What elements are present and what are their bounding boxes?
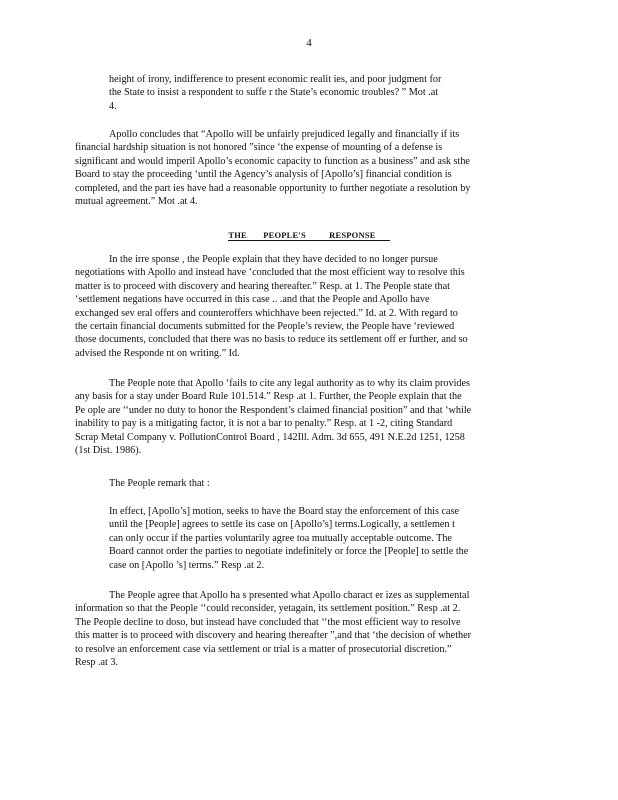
text-line: matter is to proceed with discovery and hearing thereafter.” Resp. at 1. The People state that: [75, 280, 450, 292]
block-quote: [109, 505, 529, 572]
text-line: completed, and the part ies have had a reasonable opportunity to further negotiate a resolution by: [75, 182, 471, 194]
text-line: until the [People] agrees to settle its case on [Apollo’s] terms.Logically, a settlemen t: [109, 519, 455, 531]
text-line: inability to pay is a mitigating factor, it is not a bar to penalty.” Resp. at 1 -2, citing Standard: [75, 418, 453, 430]
text-line: (1st Dist. 1986).: [75, 445, 142, 457]
section-heading-text: THE PEOPLE'S RESPONSE: [228, 230, 389, 241]
page-number: 4: [306, 37, 312, 49]
text-line: Board to stay the proceeding ‘until the Agency’s analysis of [Apollo’s] financial condition is: [75, 169, 452, 181]
text-line: case on [Apollo ’s] terms.” Resp .at 2.: [109, 559, 265, 571]
section-heading: [0, 230, 618, 241]
paragraph-continuation: [109, 73, 497, 113]
text-line: Scrap Metal Company v. PollutionControl Board , 142Ill. Adm. 3d 655, 491 N.E.2d 1251, 1258: [75, 431, 465, 443]
paragraph-people-response: [75, 253, 535, 360]
text-line: height of irony, indifference to present economic realit ies, and poor judgment for: [109, 74, 442, 85]
text-line: Board cannot order the parties to negotiate indefinitely or force the [People] to settle the: [109, 546, 469, 558]
text-line: The People note that Apollo ‘fails to cite any legal authority as to why its claim provides: [109, 378, 471, 389]
text-line: negotiations with Apollo and instead have ‘concluded that the most efficient way to resolve this: [75, 267, 465, 279]
text-line: any basis for a stay under Board Rule 101.514.” Resp .at 1. Further, the People explain that the: [75, 391, 462, 403]
text-line: The People decline to doso, but instead have concluded that ‘‘the most efficient way to resolve: [75, 616, 461, 628]
paragraph-apollo-concludes: [75, 128, 535, 208]
text-line: this matter is to proceed with discovery and hearing thereafter ”,and that ‘the decision of whether: [75, 630, 472, 642]
text-line: The People remark that :: [109, 478, 210, 489]
text-line: significant and would imperil Apollo’s economic capacity to function as a business” and ask sthe: [75, 155, 470, 167]
text-line: financial hardship situation is not honored ”since ‘the expense of mounting of a defense is: [75, 142, 443, 154]
text-line: Apollo concludes that “Apollo will be unfairly prejudiced legally and financially if its: [109, 129, 460, 140]
text-line: Resp .at 3.: [75, 657, 119, 669]
text-line: information so that the People ‘‘could reconsider, yetagain, its settlement position.” Resp .at 2.: [75, 603, 461, 615]
text-line: can only occur if the parties voluntarily agree toa mutually acceptable outcome. The: [109, 532, 452, 544]
text-line: Pe ople are ‘‘under no duty to honor the Respondent’s claimed financial position” and that ‘while: [75, 404, 472, 416]
text-line: In effect, [Apollo’s] motion, seeks to have the Board stay the enforcement of this case: [109, 506, 460, 517]
text-line: the certain financial documents submitted for the People’s review, the People have ‘reviewed: [75, 321, 455, 333]
text-line: mutual agreement.” Mot .at 4.: [75, 196, 198, 208]
paragraph-people-agree: [75, 589, 535, 669]
text-line: ‘settlement negations have occurred in this case .. .and that the People and Apollo have: [75, 294, 430, 306]
text-line: The People agree that Apollo ha s presented what Apollo charact er izes as supplemental: [109, 590, 470, 601]
text-line: exchanged sev eral offers and counteroffers whichhave been rejected.” Id. at 2. With regard to: [75, 307, 458, 319]
text-line: In the irre sponse , the People explain that they have decided to no longer pursue: [109, 254, 438, 265]
text-line: those documents, concluded that there was no basis to reduce its settlement off er further, and so: [75, 334, 468, 346]
paragraph-people-note: [75, 377, 535, 457]
text-line: the State to insist a respondent to suffe r the State’s economic troubles? ” Mot .at: [109, 87, 439, 99]
paragraph-people-remark: [109, 477, 409, 490]
text-line: 4.: [109, 100, 117, 112]
text-line: to resolve an enforcement case via settlement or trial is a matter of prosecutorial discretion.”: [75, 643, 452, 655]
text-line: advised the Responde nt on writing.” Id.: [75, 347, 240, 359]
